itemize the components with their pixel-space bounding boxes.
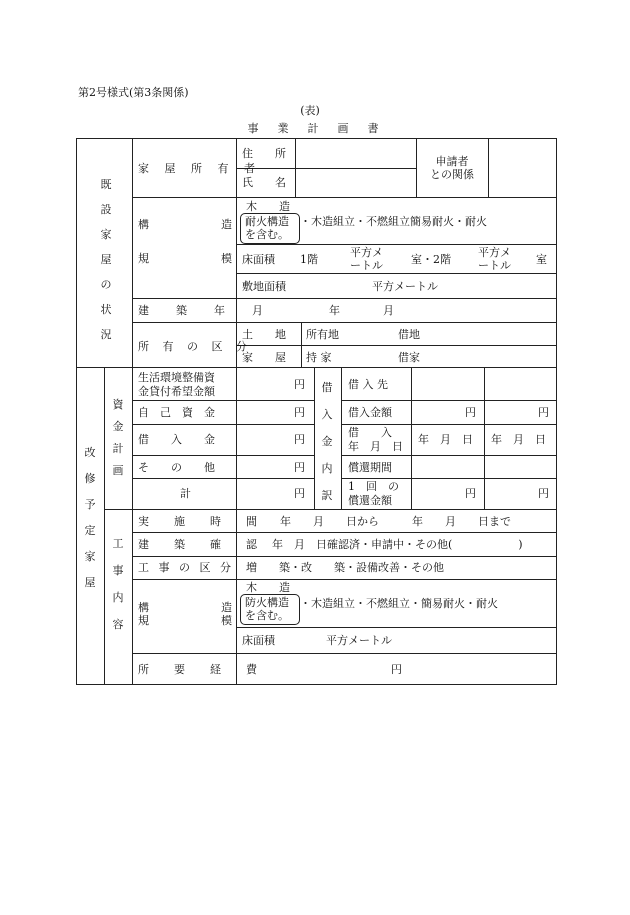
repay-period-label: 償還期間 xyxy=(348,461,392,474)
fund-row-4-unit: 円 xyxy=(294,461,305,474)
type-value: 増 築・改 築・設備改善・その他 xyxy=(246,561,444,574)
existing-section-label: 既 設 家 屋 の 状 況 xyxy=(100,178,112,341)
structure-label: 構 造 xyxy=(138,218,232,231)
lender-label: 借 入 先 xyxy=(348,378,388,391)
struct-wood: 木 造 xyxy=(246,200,290,213)
owner-label: 家 屋 所 有 者 xyxy=(138,162,261,175)
name-label: 氏 名 xyxy=(242,176,286,189)
rooms-floor2: 室・2階 xyxy=(411,253,451,266)
address-label: 住 所 xyxy=(242,147,286,160)
page-title: 事 業 計 画 書 xyxy=(247,122,383,135)
per-repay-2: 償還金額 xyxy=(348,494,392,507)
cost-unit: 円 xyxy=(391,663,402,676)
relation-label-1: 申請者 xyxy=(435,155,469,168)
built-month: 月 xyxy=(383,304,394,317)
work-struct-options: ・木造組立・不燃組立・簡易耐火・耐火 xyxy=(300,597,498,610)
work-structure-label: 構 造 xyxy=(138,601,232,614)
fund-row-3-unit: 円 xyxy=(294,433,305,446)
loan-amount-label: 借入金額 xyxy=(348,406,392,419)
work-scale-label: 規 模 xyxy=(138,614,232,627)
confirm-label: 建 築 確 認 xyxy=(138,538,264,551)
period-label: 実 施 時 間 xyxy=(138,515,264,528)
sqm-a2: ートル xyxy=(350,259,383,272)
fund-row-2-unit: 円 xyxy=(294,406,305,419)
loan-date-2: 年 月 日 xyxy=(348,440,403,453)
ownership-label: 所 有 の 区 分 xyxy=(138,340,252,353)
work-section-label: 工 事 内 容 xyxy=(112,537,124,631)
type-label: 工 事 の 区 分 xyxy=(138,561,234,574)
built-label: 建 築 年 月 xyxy=(138,304,271,317)
loan-date-value-1: 年 月 日 xyxy=(418,433,473,446)
work-struct-fireproof: 防火構造 xyxy=(245,596,289,609)
sqm-b1: 平方メ xyxy=(478,246,511,259)
work-floor-sqm: 平方メートル xyxy=(326,634,392,647)
land-leased: 借地 xyxy=(398,328,420,341)
floor1-label: 1階 xyxy=(300,253,318,266)
fund-row-1-a: 生活環境整備資 xyxy=(138,371,215,384)
house-owned: 持 家 xyxy=(306,351,332,364)
fund-total: 計 xyxy=(180,487,191,500)
site-area-label: 敷地面積 xyxy=(242,280,286,293)
sqm-b2: ートル xyxy=(478,259,511,272)
fund-row-1-unit: 円 xyxy=(294,378,305,391)
side-label: (表) xyxy=(300,104,320,117)
fund-row-2: 自 己 資 金 xyxy=(138,406,215,419)
work-struct-including: を含む。 xyxy=(245,609,289,622)
loan-amount-unit-2: 円 xyxy=(538,406,549,419)
confirm-value: 年 月 日確認済・申請中・その他( ) xyxy=(272,538,523,551)
fund-section-label: 資 金 計 画 xyxy=(112,398,124,477)
house-label: 家 屋 xyxy=(242,351,286,364)
struct-including: を含む。 xyxy=(245,228,289,241)
period-value: 年 月 日から 年 月 日まで xyxy=(280,515,511,528)
work-struct-wood: 木 造 xyxy=(246,581,290,594)
loan-amount-unit-1: 円 xyxy=(465,406,476,419)
relation-label-2: との関係 xyxy=(430,168,474,181)
cost-label: 所 要 経 費 xyxy=(138,663,264,676)
house-leased: 借家 xyxy=(398,351,420,364)
sqm-a1: 平方メ xyxy=(350,246,383,259)
land-owned: 所有地 xyxy=(306,328,339,341)
work-floor-area-label: 床面積 xyxy=(242,634,275,647)
form-number: 第2号様式(第3条関係) xyxy=(78,86,189,99)
planned-section-label: 改 修 予 定 家 屋 xyxy=(84,446,96,589)
site-sqm: 平方メートル xyxy=(372,280,438,293)
fund-total-unit: 円 xyxy=(294,487,305,500)
per-repay-unit-2: 円 xyxy=(538,487,549,500)
built-year: 年 xyxy=(329,304,340,317)
scale-label: 規 模 xyxy=(138,252,232,265)
fund-row-1-b: 金貸付希望金額 xyxy=(138,385,215,398)
loan-date-1: 借 入 xyxy=(348,426,392,439)
per-repay-1: 1 回 の xyxy=(348,480,399,493)
rooms-label: 室 xyxy=(536,253,547,266)
struct-options: ・木造組立・不燃組立簡易耐火・耐火 xyxy=(300,215,487,228)
loan-section-label: 借 入 金 内 訳 xyxy=(321,381,333,502)
land-label: 土 地 xyxy=(242,328,286,341)
fund-row-4: そ の 他 xyxy=(138,461,215,474)
struct-fireproof: 耐火構造 xyxy=(245,215,289,228)
loan-date-value-2: 年 月 日 xyxy=(491,433,546,446)
fund-row-3: 借 入 金 xyxy=(138,433,215,446)
floor-area-label: 床面積 xyxy=(242,253,275,266)
per-repay-unit-1: 円 xyxy=(465,487,476,500)
